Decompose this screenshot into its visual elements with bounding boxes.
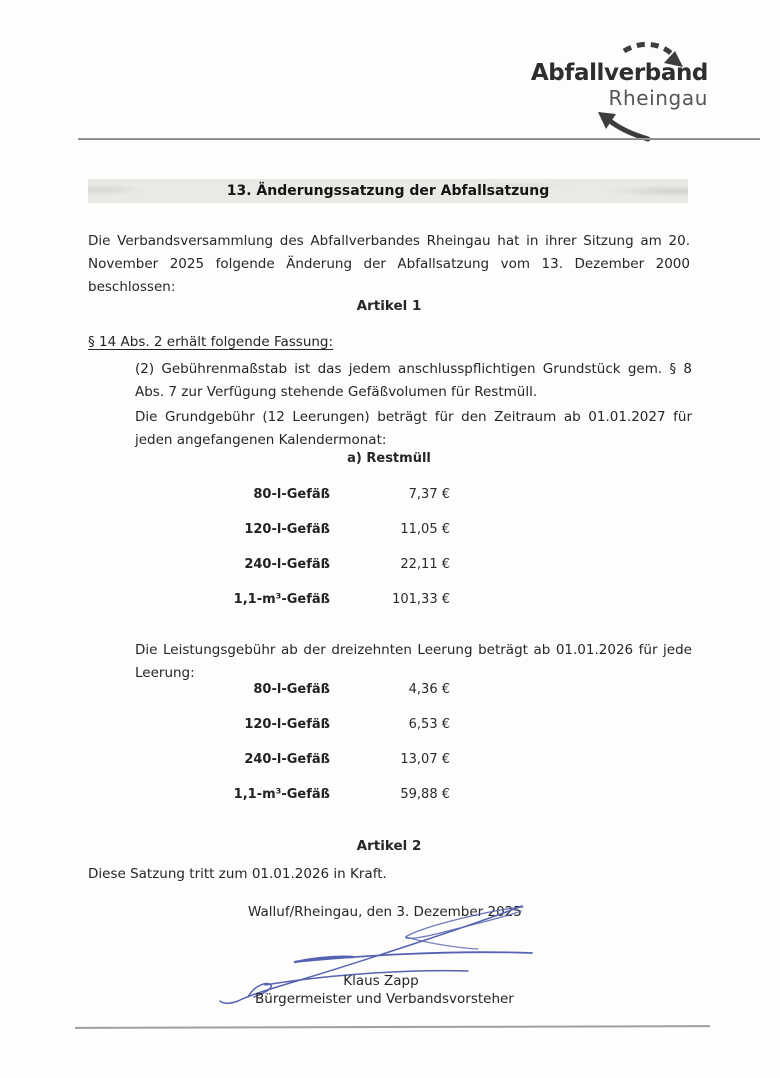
container-size-label: 120-l-Gefäß: [244, 522, 330, 537]
article-2-heading: Artikel 2: [356, 838, 422, 854]
table-row: [88, 547, 450, 582]
fee-amount: 4,36 €: [408, 682, 450, 697]
base-fee-intro: Die Grundgebühr (12 Leerungen) beträgt für den Zeitraum ab 01.01.2027 für jeden angefangenen Kalendermonat:: [135, 409, 692, 448]
fee-amount: 7,37 €: [408, 487, 450, 502]
fee-amount: 22,11 €: [400, 557, 450, 572]
container-size-label: 120-l-Gefäß: [244, 717, 330, 732]
document-title: 13. Änderungssatzung der Abfallsatzung: [88, 179, 688, 203]
logo: [531, 62, 708, 108]
waste-type-heading: a) Restmüll: [347, 451, 431, 466]
fee-amount: 101,33 €: [392, 592, 450, 607]
signer-title: Bürgermeister und Verbandsvorsteher: [255, 991, 514, 1007]
table-row: [88, 777, 450, 812]
effective-date-text: Diese Satzung tritt zum 01.01.2026 in Kraft.: [88, 866, 387, 882]
container-size-label: 240-l-Gefäß: [244, 752, 330, 767]
table-row: [88, 742, 450, 777]
container-size-label: 1,1-m³-Gefäß: [233, 592, 330, 607]
container-size-label: 240-l-Gefäß: [244, 557, 330, 572]
place-and-date: Walluf/Rheingau, den 3. Dezember 2025: [248, 904, 522, 920]
signer-name: Klaus Zapp: [343, 973, 419, 989]
paragraph-2-text: (2) Gebührenmaßstab ist das jedem anschlusspflichtigen Grundstück gem. § 8 Abs. 7 zur Verfügung stehende Gefäßvolumen für Restmüll.: [135, 361, 692, 400]
base-fee-table: [88, 477, 450, 617]
table-row: [88, 672, 450, 707]
amendment-section-heading: § 14 Abs. 2 erhält folgende Fassung:: [88, 334, 334, 350]
table-row: [88, 707, 450, 742]
fee-amount: 13,07 €: [400, 752, 450, 767]
fee-amount: 6,53 €: [408, 717, 450, 732]
logo-region-name: Rheingau: [608, 86, 708, 110]
table-row: [88, 477, 450, 512]
service-fee-intro: Die Leistungsgebühr ab der dreizehnten Leerung beträgt ab 01.01.2026 für jede Leerung:: [135, 642, 692, 681]
fee-amount: 59,88 €: [400, 787, 450, 802]
container-size-label: 80-l-Gefäß: [253, 682, 330, 697]
intro-paragraph: Die Verbandsversammlung des Abfallverbandes Rheingau hat in ihrer Sitzung am 20. November 2025 folgende Änderung der Abfallsatzung vom 13. Dezember 2000 beschlossen:: [88, 233, 690, 295]
fee-amount: 11,05 €: [400, 522, 450, 537]
table-row: [88, 512, 450, 547]
article-1-heading: Artikel 1: [356, 298, 422, 314]
service-fee-table: [88, 672, 450, 812]
table-row: [88, 582, 450, 617]
container-size-label: 1,1-m³-Gefäß: [233, 787, 330, 802]
container-size-label: 80-l-Gefäß: [253, 487, 330, 502]
header-divider: [78, 138, 760, 140]
logo-brand-name: Abfallverband: [530, 60, 708, 86]
footer-divider: [75, 1025, 710, 1028]
